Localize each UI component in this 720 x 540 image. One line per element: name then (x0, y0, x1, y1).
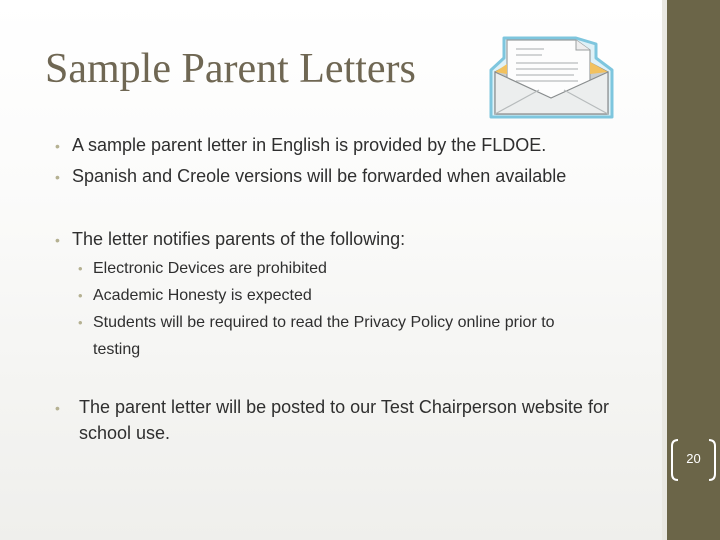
sub-bullet-text: Electronic Devices are prohibited (93, 260, 327, 277)
sub-bullet-text: Students will be required to read the Privacy Policy online prior to (93, 314, 555, 331)
page-number: 20 (686, 451, 701, 466)
bullet-text: The parent letter will be posted to our Test Chairperson website for (79, 397, 609, 417)
bullet-item (55, 163, 566, 190)
envelope-icon (484, 34, 618, 122)
bullet-dot: • (55, 138, 60, 154)
bullet-text: A sample parent letter in English is provided by the FLDOE. (72, 135, 547, 155)
bullet-dot: • (55, 232, 60, 248)
bullet-dot: • (78, 288, 83, 303)
bullet-item (55, 394, 609, 421)
bullet-item (55, 226, 405, 253)
slide-title: Sample Parent Letters (45, 46, 416, 92)
sub-bullet-item (78, 282, 312, 309)
bullet-dot: • (55, 400, 60, 416)
bullet-continuation: school use. (79, 423, 171, 443)
bullet-text: The letter notifies parents of the following: (72, 229, 406, 249)
bullet-item (55, 132, 546, 159)
bullet-dot: • (78, 315, 83, 330)
bullet-dot: • (55, 169, 60, 185)
sub-bullet-continuation: testing (93, 341, 141, 358)
sub-bullet-text: Academic Honesty is expected (93, 287, 312, 304)
bullet-dot: • (78, 261, 83, 276)
bullet-text: Spanish and Creole versions will be forwarded when available (72, 166, 567, 186)
sub-bullet-item (78, 255, 327, 282)
sub-bullet-item (78, 309, 555, 336)
